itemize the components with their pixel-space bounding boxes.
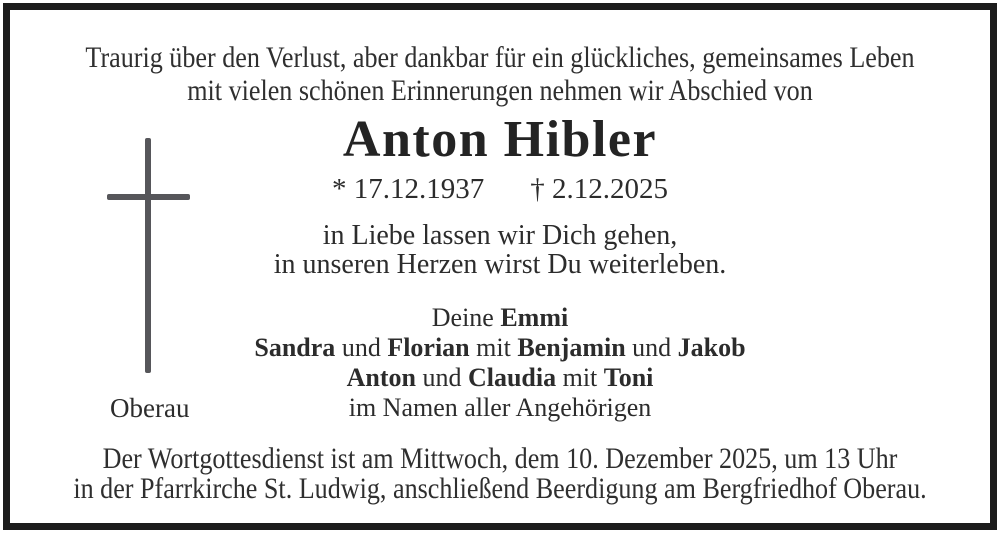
intro-line-1: Traurig über den Verlust, aber dankbar für ein glückliches, gemeinsames Leben: [85, 41, 915, 74]
family-text: im Namen aller Angehörigen: [348, 393, 652, 422]
service-info: [0, 444, 1000, 504]
family-name: Benjamin: [517, 333, 626, 362]
deceased-name: Anton Hibler: [342, 111, 658, 168]
family-name: Anton: [346, 363, 416, 392]
service-info-line-1: Der Wortgottesdienst ist am Mittwoch, dem 10. Dezember 2025, um 13 Uhr: [102, 442, 898, 475]
family-text: Deine: [431, 303, 501, 332]
family-name: Emmi: [500, 303, 569, 332]
life-dates: [0, 174, 1000, 205]
memorial-verse: [0, 221, 1000, 279]
verse-line-1: in Liebe lassen wir Dich gehen,: [322, 220, 678, 251]
family-text: und: [625, 333, 678, 362]
family-name: Sandra: [254, 333, 336, 362]
intro-line-2: mit vielen schönen Erinnerungen nehmen wir Abschied von: [187, 74, 813, 107]
family-line-3: [0, 363, 1000, 393]
family-text: mit: [469, 333, 518, 362]
verse-line-2: in unseren Herzen wirst Du weiterleben.: [273, 249, 727, 280]
family-text: mit: [556, 363, 604, 392]
family-line-1: [0, 303, 1000, 333]
family-name: Claudia: [467, 363, 557, 392]
family-name: Toni: [603, 363, 654, 392]
family-text: und: [415, 363, 468, 392]
family-name: Jakob: [677, 333, 746, 362]
place-label: Oberau: [110, 393, 190, 423]
family-text: und: [335, 333, 388, 362]
intro-text: [0, 41, 1000, 107]
family-line-2: [0, 333, 1000, 363]
birth-date: * 17.12.1937: [332, 173, 485, 205]
service-info-line-2: in der Pfarrkirche St. Ludwig, anschließend Beerdigung am Bergfriedhof Oberau.: [73, 472, 927, 505]
death-date: † 2.12.2025: [530, 173, 668, 205]
family-name: Florian: [387, 333, 470, 362]
